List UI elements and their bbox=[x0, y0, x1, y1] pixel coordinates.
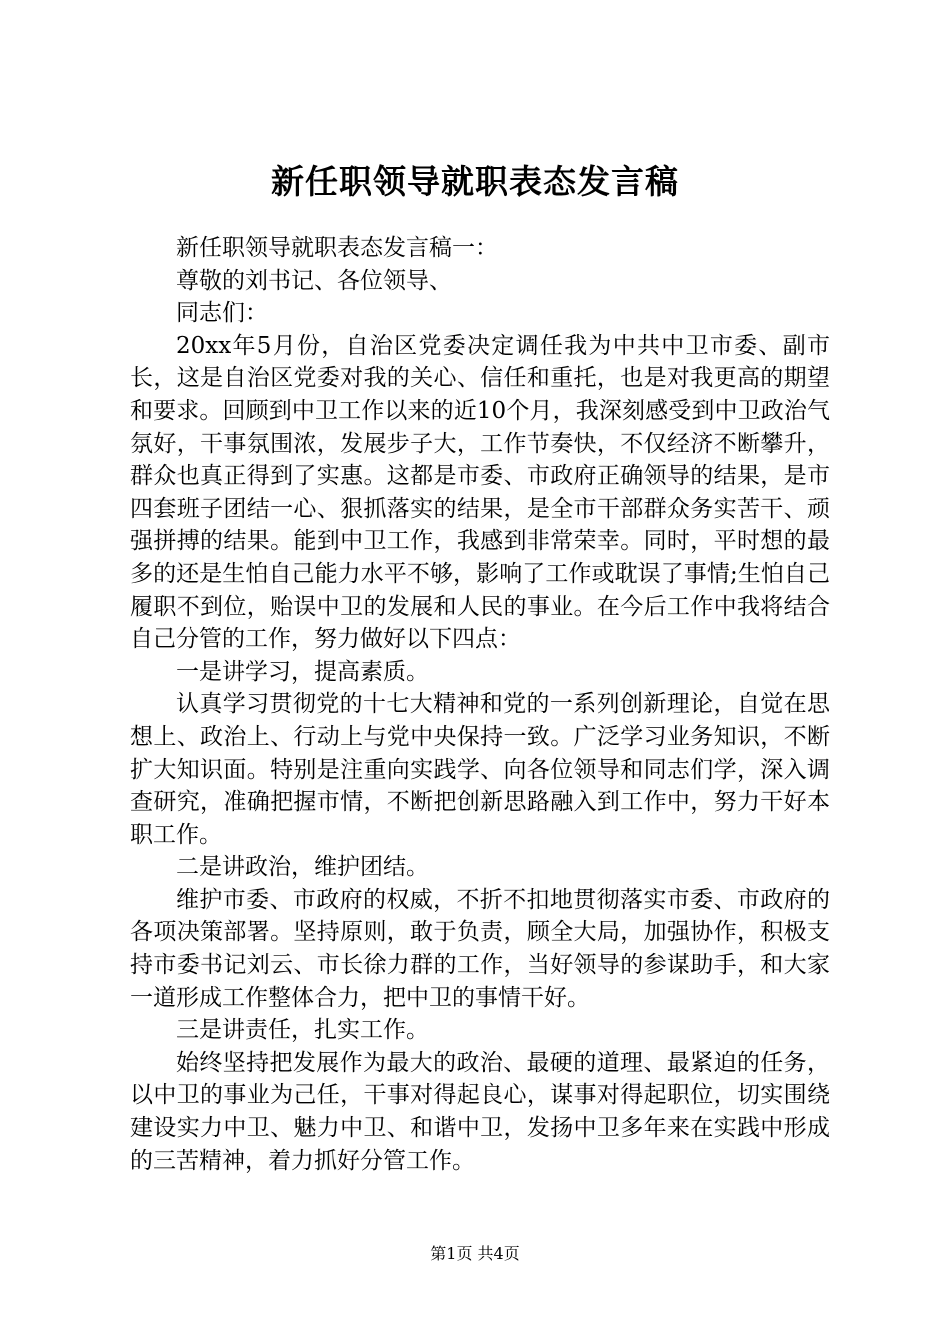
document-title: 新任职领导就职表态发言稿 bbox=[271, 162, 679, 201]
paragraph-point-two-body: 维护市委、市政府的权威，不折不扣地贯彻落实市委、市政府的各项决策部署。坚持原则，敢于负责，顾全大局，加强协作，积极支持市委书记刘云、市长徐力群的工作，当好领导的参谋助手，和大家一道形成工作整体合力，把中卫的事情干好。 bbox=[130, 886, 830, 1011]
paragraph-intro: 20xx年5月份，自治区党委决定调任我为中共中卫市委、副市长，这是自治区党委对我的关心、信任和重托，也是对我更高的期望和要求。回顾到中卫工作以来的近10个月，我深刻感受到中卫政治气氛好，干事氛围浓，发展步子大，工作节奏快，不仅经济不断攀升，群众也真正得到了实惠。这都是市委、市政府正确领导的结果，是市四套班子团结一心、狠抓落实的结果，是全市干部群众务实苦干、顽强拼搏的结果。能到中卫工作，我感到非常荣幸。同时，平时想的最多的还是生怕自己能力水平不够，影响了工作或耽误了事情;生怕自己履职不到位，贻误中卫的发展和人民的事业。在今后工作中我将结合自己分管的工作，努力做好以下四点： bbox=[130, 332, 830, 653]
document-body bbox=[130, 232, 830, 1177]
paragraph-salutation-cont: 同志们： bbox=[176, 300, 268, 327]
paragraph-point-one-heading: 一是讲学习，提高素质。 bbox=[176, 658, 429, 685]
paragraph-point-one-body: 认真学习贯彻党的十七大精神和党的一系列创新理论，自觉在思想上、政治上、行动上与党中央保持一致。广泛学习业务知识，不断扩大知识面。特别是注重向实践学、向各位领导和同志们学，深入调查研究，准确把握市情，不断把创新思路融入到工作中，努力干好本职工作。 bbox=[130, 691, 830, 848]
paragraph-salutation: 尊敬的刘书记、各位领导、 bbox=[176, 267, 452, 294]
page-footer: 第1页 共4页 bbox=[430, 1244, 520, 1263]
paragraph-point-two-heading: 二是讲政治，维护团结。 bbox=[176, 854, 429, 881]
paragraph-point-three-body: 始终坚持把发展作为最大的政治、最硬的道理、最紧迫的任务，以中卫的事业为己任，干事对得起良心，谋事对得起职位，切实围绕建设实力中卫、魅力中卫、和谐中卫，发扬中卫多年来在实践中形成的三苦精神，着力抓好分管工作。 bbox=[130, 1049, 830, 1174]
paragraph-point-three-heading: 三是讲责任，扎实工作。 bbox=[176, 1017, 429, 1044]
paragraph-heading: 新任职领导就职表态发言稿一： bbox=[176, 235, 498, 261]
